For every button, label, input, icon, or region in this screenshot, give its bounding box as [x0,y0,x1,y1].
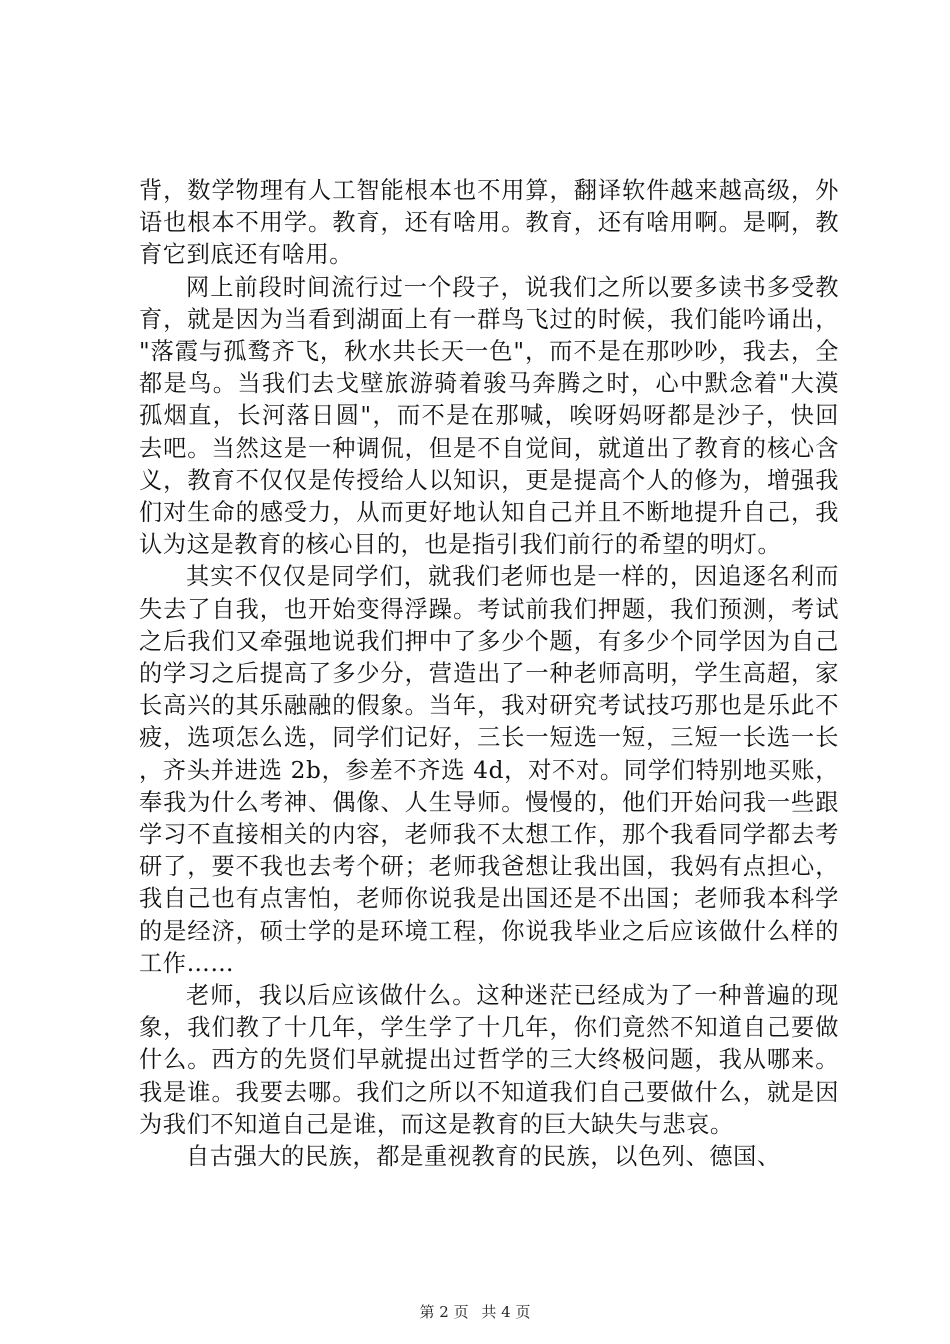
paragraph-teachers: 其实不仅仅是同学们，就我们老师也是一样的，因追逐名利而失去了自我，也开始变得浮躁。考试前我们押题，我们预测，考试之后我们又牵强地说我们押中了多少个题，有多少个同学因为自己的学习之后提高了多少分，营造出了一种老师高明，学生高超，家长高兴的其乐融融的假象。当年，我对研究考试技巧那也是乐此不疲，选项怎么选，同学们记好，三长一短选一短，三短一长选一长，齐头并进选 2b，参差不齐选 4d，对不对。同学们特别地买账，奉我为什么考神、偶像、人生导师。慢慢的，他们开始问我一些跟学习不直接相关的内容，老师我不太想工作，那个我看同学都去考研了，要不我也去考个研；老师我爸想让我出国，我妈有点担心，我自己也有点害怕，老师你说我是出国还是不出国；老师我本科学的是经济，硕士学的是环境工程，你说我毕业之后应该做什么样的工作…… [139,563,839,977]
paragraph-confusion: 老师，我以后应该做什么。这种迷茫已经成为了一种普遍的现象，我们教了十几年，学生学了十几年，你们竟然不知道自己要做什么。西方的先贤们早就提出过哲学的三大终极问题，我从哪来。我是谁。我要去哪。我们之所以不知道我们自己要做什么，就是因为我们不知道自己是谁，而这是教育的巨大缺失与悲哀。 [139,982,839,1138]
page-footer [0,1302,950,1322]
body-text [139,175,839,1173]
paragraph-nations: 自古强大的民族，都是重视教育的民族，以色列、德国、 [186,1143,781,1171]
page-number: 第 2 页 [419,1303,469,1321]
page-total: 共 4 页 [481,1303,531,1321]
paragraph-internet-joke: 网上前段时间流行过一个段子，说我们之所以要多读书多受教育，就是因为当看到湖面上有一群鸟飞过的时候，我们能吟诵出，"落霞与孤鹜齐飞，秋水共长天一色"，而不是在那吵吵，我去，全都是鸟。当我们去戈壁旅游骑着骏马奔腾之时，心中默念着"大漠孤烟直，长河落日圆"，而不是在那喊，唉呀妈呀都是沙子，快回去吧。当然这是一种调侃，但是不自觉间，就道出了教育的核心含义，教育不仅仅是传授给人以知识，更是提高个人的修为，增强我们对生命的感受力，从而更好地认知自己并且不断地提升自己，我认为这是教育的核心目的，也是指引我们前行的希望的明灯。 [139,273,839,559]
paragraph-continued: 背，数学物理有人工智能根本也不用算，翻译软件越来越高级，外语也根本不用学。教育，还有啥用。教育，还有啥用啊。是啊，教育它到底还有啥用。 [139,177,839,269]
